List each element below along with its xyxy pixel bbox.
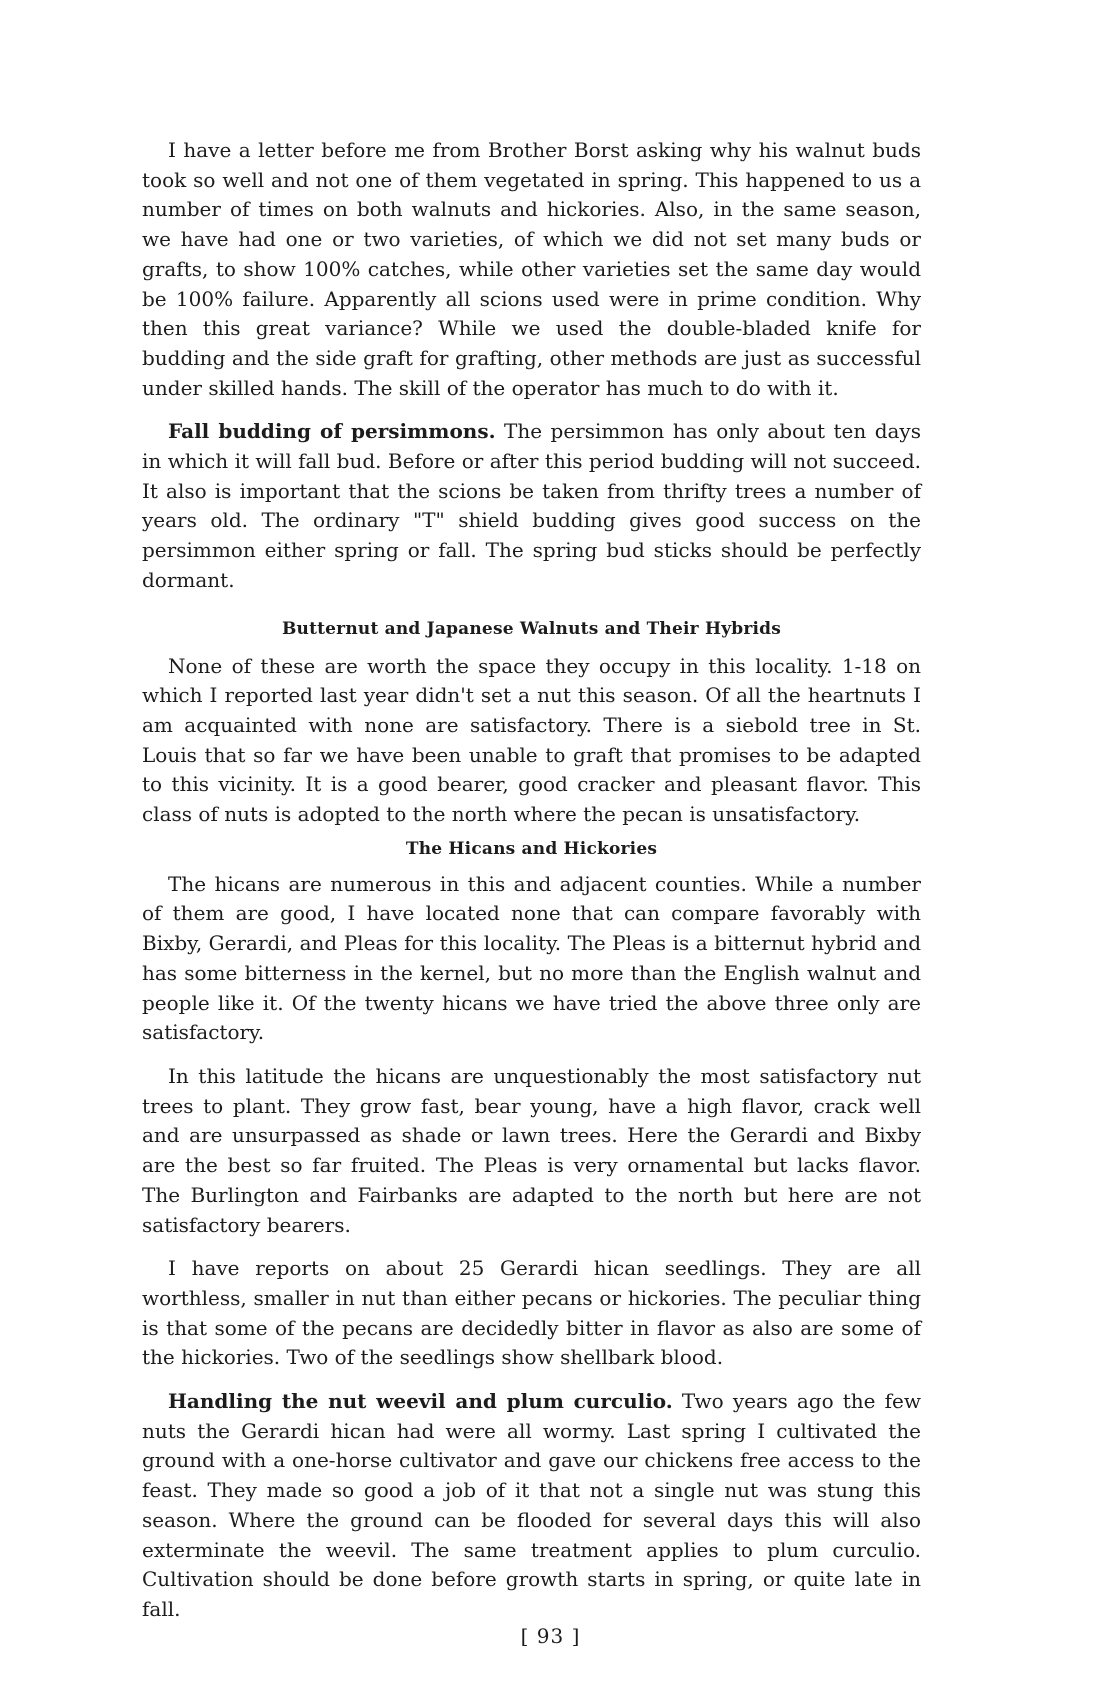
paragraph-butternut xyxy=(142,652,921,830)
paragraph-walnut-buds xyxy=(142,136,921,403)
page-number: [ 93 ] xyxy=(520,1624,581,1648)
paragraph-nut-weevil xyxy=(142,1387,921,1625)
paragraph-text: I have a letter before me from Brother Borst asking why his walnut buds took so well and not one of them vegetated in spring. This happened to us a number of times on both walnuts and hickories. Also, in the same season, we have had one or two varieties, of which we did not set many buds or grafts, to show 100% catches, while other varieties set the same day would be 100% failure. Apparently all scions used were in prime condition. Why then this great variance? While we used the double-bladed knife for budding and the side graft for grafting, other methods are just as successful under skilled hands. The skill of the operator has much to do with it. xyxy=(142,138,921,400)
paragraph-hicans-latitude xyxy=(142,1062,921,1240)
paragraph-gerardi-seedlings xyxy=(142,1254,921,1373)
paragraph-text: Two years ago the few nuts the Gerardi hican had were all wormy. Last spring I cultivated the ground with a one-horse cultivator and gave our chickens free access to the feast. They made so good a job of it that not a single nut was stung this season. Where the ground can be flooded for several days this will also exterminate the weevil. The same treatment applies to plum curculio. Cultivation should be done before growth starts in spring, or quite late in fall. xyxy=(142,1389,922,1621)
paragraph-fall-budding-persimmons xyxy=(142,417,921,595)
paragraph-text: The persimmon has only about ten days in which it will fall bud. Before or after this period budding will not succeed. It also is important that the scions be taken from thrifty trees a number of years old. The ordinary "T" shield budding gives good success on the persimmon either spring or fall. The spring bud sticks should be perfectly dormant. xyxy=(142,419,921,592)
paragraph-text: I have reports on about 25 Gerardi hican seedlings. They are all worthless, smaller in nut than either pecans or hickories. The peculiar thing is that some of the pecans are decidedly bitter in flavor as also are some of the hickories. Two of the seedlings show shellbark blood. xyxy=(142,1256,921,1370)
paragraph-text: None of these are worth the space they occupy in this locality. 1-18 on which I reported last year didn't set a nut this season. Of all the heartnuts I am acquainted with none are satisfactory. There is a siebold tree in St. Louis that so far we have been unable to graft that promises to be adapted to this vicinity. It is a good bearer, good cracker and pleasant flavor. This class of nuts is adopted to the north where the pecan is unsatisfactory. xyxy=(142,653,921,827)
section-heading-butternut: Butternut and Japanese Walnuts and Their Hybrids xyxy=(281,618,782,639)
paragraph-hicans-numerous xyxy=(142,870,921,1048)
runin-heading: Handling the nut weevil and plum curculio. xyxy=(168,1389,673,1414)
runin-heading: Fall budding of persimmons. xyxy=(168,419,496,444)
paragraph-text: In this latitude the hicans are unquestionably the most satisfactory nut trees to plant. They grow fast, bear young, have a high flavor, crack well and are unsurpassed as shade or lawn trees. Here the Gerardi and Bixby are the best so far fruited. The Pleas is very ornamental but lacks flavor. The Burlington and Fairbanks are adapted to the north but here are not satisfactory bearers. xyxy=(142,1063,921,1237)
paragraph-text: The hicans are numerous in this and adjacent counties. While a number of them are good, I have located none that can compare favorably with Bixby, Gerardi, and Pleas for this locality. The Pleas is a bitternut hybrid and has some bitterness in the kernel, but no more than the English walnut and people like it. Of the twenty hicans we have tried the above three only are satisfactory. xyxy=(142,871,921,1045)
section-heading-hicans: The Hicans and Hickories xyxy=(405,838,658,859)
